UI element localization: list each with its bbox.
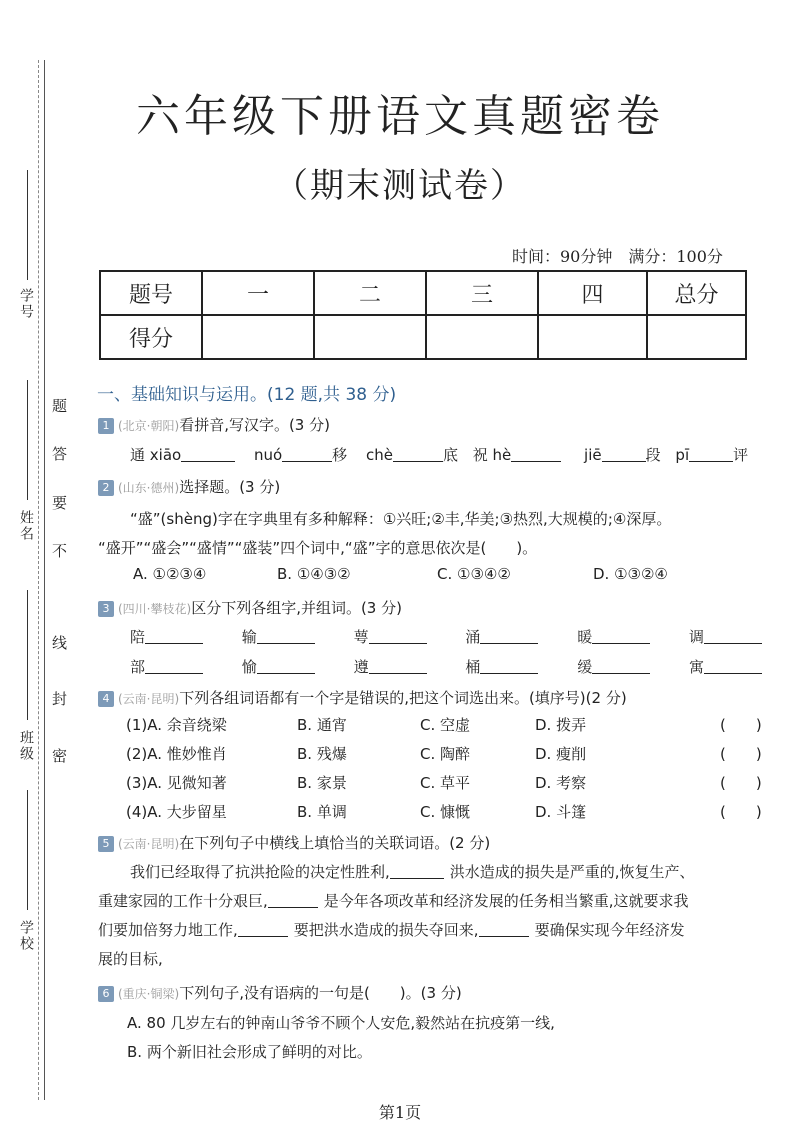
q3-char: 暖 bbox=[577, 628, 593, 646]
q3-blank[interactable] bbox=[369, 628, 427, 644]
exam-meta: 时间：90分钟 满分：100分 bbox=[512, 247, 723, 266]
score-row-label: 得分 bbox=[100, 315, 202, 359]
q4-row-4-d: D. 斗篷 bbox=[535, 803, 587, 821]
q6-option-a[interactable]: A. 80 几岁左右的钟南山爷爷不顾个人安危,毅然站在抗疫第一线, bbox=[127, 1014, 555, 1032]
score-cell-4[interactable] bbox=[538, 315, 647, 359]
q3-blank[interactable] bbox=[257, 628, 315, 644]
field-student-id-label: 学号 bbox=[18, 288, 34, 320]
q4-row-3-c: C. 草平 bbox=[420, 774, 471, 792]
q1-item-3: 移 bbox=[332, 446, 348, 464]
q3-blank[interactable] bbox=[480, 628, 538, 644]
q1-item-4: chè bbox=[365, 446, 393, 464]
q5-blank-2[interactable] bbox=[268, 892, 318, 908]
score-table bbox=[99, 270, 747, 360]
q4-row-3-b: B. 家景 bbox=[297, 774, 347, 792]
seal-char-4: 不 bbox=[52, 542, 68, 560]
q5-para-line-4: 展的目标, bbox=[98, 950, 163, 968]
q3-char: 涌 bbox=[465, 628, 481, 646]
q6-number: 6 bbox=[98, 986, 114, 1002]
score-header-3: 三 bbox=[426, 271, 538, 315]
q2-header bbox=[98, 476, 280, 497]
page-number: 第1页 bbox=[378, 1103, 422, 1122]
q1-blank-6[interactable] bbox=[689, 446, 733, 462]
q4-row-1-d: D. 拨弄 bbox=[535, 716, 587, 734]
q3-row-2 bbox=[130, 656, 770, 677]
seal-char-3: 要 bbox=[52, 494, 68, 512]
q5-text: 重建家园的工作十分艰巨, bbox=[98, 892, 268, 910]
q4-row-1-b: B. 通宵 bbox=[297, 716, 347, 734]
binding-solid-line bbox=[44, 60, 45, 1100]
q2-option-b[interactable]: B. ①④③② bbox=[277, 565, 351, 583]
q3-row-1 bbox=[130, 626, 770, 647]
seal-char-6: 封 bbox=[52, 690, 68, 708]
q6-header bbox=[98, 982, 462, 1003]
q2-option-c[interactable]: C. ①③④② bbox=[437, 565, 511, 583]
q3-instruction: 区分下列各组字,并组词。(3 分) bbox=[191, 599, 402, 617]
q3-char: 遵 bbox=[353, 658, 369, 676]
q2-number: 2 bbox=[98, 480, 114, 496]
q1-items bbox=[130, 444, 770, 465]
q4-number: 4 bbox=[98, 691, 114, 707]
q4-row-4-b: B. 单调 bbox=[297, 803, 347, 821]
section-1-heading: 一、基础知识与运用。(12 题,共 38 分) bbox=[97, 385, 397, 405]
field-school-line bbox=[27, 790, 28, 910]
score-header-2: 二 bbox=[314, 271, 426, 315]
q5-text: 是今年各项改革和经济发展的任务相当繁重,这就要求我 bbox=[323, 892, 689, 910]
q4-instruction: 下列各组词语都有一个字是错误的,把这个词选出来。(填序号)(2 分) bbox=[179, 689, 627, 707]
q5-source: (云南·昆明) bbox=[118, 837, 180, 851]
score-cell-total[interactable] bbox=[647, 315, 746, 359]
q5-text: 要把洪水造成的损失夺回来, bbox=[293, 921, 479, 939]
q3-blank[interactable] bbox=[592, 628, 650, 644]
q5-instruction: 在下列句子中横线上填恰当的关联词语。(2 分) bbox=[179, 834, 491, 852]
q6-source: (重庆·铜梁) bbox=[118, 987, 180, 1001]
q4-answer-1[interactable]: ( ) bbox=[720, 716, 762, 734]
q1-item-10: 评 bbox=[733, 446, 749, 464]
q1-item-1: 通 xiāo bbox=[130, 446, 182, 464]
binding-dashed-line bbox=[38, 60, 39, 1100]
q3-char: 愉 bbox=[241, 658, 257, 676]
q4-row-2-a: (2)A. 惟妙惟肖 bbox=[126, 745, 227, 763]
q3-char: 萼 bbox=[353, 628, 369, 646]
score-cell-2[interactable] bbox=[314, 315, 426, 359]
q1-blank-1[interactable] bbox=[181, 446, 235, 462]
q1-header bbox=[98, 414, 330, 435]
q5-text: 洪水造成的损失是严重的,恢复生产、 bbox=[449, 863, 695, 881]
q4-row-3-a: (3)A. 见微知著 bbox=[126, 774, 227, 792]
q6-option-b[interactable]: B. 两个新旧社会形成了鲜明的对比。 bbox=[127, 1043, 372, 1061]
q2-source: (山东·德州) bbox=[118, 481, 180, 495]
q1-item-8: 段 bbox=[645, 446, 661, 464]
q5-blank-1[interactable] bbox=[390, 863, 444, 879]
q4-row-2-c: C. 陶醉 bbox=[420, 745, 471, 763]
seal-char-5: 线 bbox=[52, 634, 68, 652]
q6-instruction: 下列句子,没有语病的一句是( )。(3 分) bbox=[179, 984, 462, 1002]
q3-number: 3 bbox=[98, 601, 114, 617]
q1-item-7: jiē bbox=[584, 446, 602, 464]
q1-item-6: 祝 hè bbox=[472, 446, 512, 464]
field-school-label: 学校 bbox=[18, 920, 34, 952]
q3-char: 部 bbox=[130, 658, 146, 676]
q2-line-1: “盛”(shèng)字在字典里有多种解释：①兴旺;②丰,华美;③热烈,大规模的;④深厚。 bbox=[130, 510, 672, 528]
q1-blank-3[interactable] bbox=[393, 446, 443, 462]
q3-source: (四川·攀枝花) bbox=[118, 602, 192, 616]
q4-header bbox=[98, 687, 627, 708]
page-title: 六年级下册语文真题密卷 bbox=[136, 91, 664, 142]
q4-row-4-c: C. 慷慨 bbox=[420, 803, 471, 821]
field-class-line bbox=[27, 590, 28, 720]
q3-char: 寓 bbox=[688, 658, 704, 676]
q1-item-9: pī bbox=[675, 446, 690, 464]
q4-source: (云南·昆明) bbox=[118, 692, 180, 706]
q5-para-line-2 bbox=[98, 890, 778, 911]
q3-blank[interactable] bbox=[592, 658, 650, 674]
score-cell-3[interactable] bbox=[426, 315, 538, 359]
q4-row-2-d: D. 瘦削 bbox=[535, 745, 587, 763]
seal-char-7: 密 bbox=[52, 747, 68, 765]
field-name-line bbox=[27, 380, 28, 500]
q4-row-1-a: (1)A. 余音绕梁 bbox=[126, 716, 227, 734]
page-subtitle: （期末测试卷） bbox=[274, 166, 526, 206]
q4-row-4-a: (4)A. 大步留星 bbox=[126, 803, 227, 821]
q4-row-3-d: D. 考察 bbox=[535, 774, 587, 792]
q1-blank-5[interactable] bbox=[602, 446, 646, 462]
q1-blank-4[interactable] bbox=[511, 446, 561, 462]
q2-line-2: “盛开”“盛会”“盛情”“盛装”四个词中,“盛”字的意思依次是( )。 bbox=[98, 539, 538, 557]
q3-blank[interactable] bbox=[257, 658, 315, 674]
q5-para-line-1 bbox=[130, 861, 770, 882]
q4-row-2-b: B. 残爆 bbox=[297, 745, 347, 763]
score-header-qnum: 题号 bbox=[100, 271, 202, 315]
q3-char: 输 bbox=[241, 628, 257, 646]
q1-item-2: nuó bbox=[253, 446, 283, 464]
q1-source: (北京·朝阳) bbox=[118, 419, 180, 433]
q3-char: 缓 bbox=[577, 658, 593, 676]
q4-row-1-c: C. 空虚 bbox=[420, 716, 471, 734]
score-cell-1[interactable] bbox=[202, 315, 314, 359]
q3-blank[interactable] bbox=[145, 628, 203, 644]
q5-blank-4[interactable] bbox=[479, 921, 529, 937]
q2-instruction: 选择题。(3 分) bbox=[179, 478, 281, 496]
q5-text: 们要加倍努力地工作, bbox=[98, 921, 238, 939]
q4-answer-2[interactable]: ( ) bbox=[720, 745, 762, 763]
q1-blank-2[interactable] bbox=[282, 446, 332, 462]
q3-char: 调 bbox=[688, 628, 704, 646]
q5-text: 要确保实现今年经济发 bbox=[534, 921, 685, 939]
q2-option-a[interactable]: A. ①②③④ bbox=[133, 565, 207, 583]
q5-number: 5 bbox=[98, 836, 114, 852]
q1-item-5: 底 bbox=[442, 446, 458, 464]
q2-option-d[interactable]: D. ①③②④ bbox=[593, 565, 668, 583]
q3-blank[interactable] bbox=[704, 628, 762, 644]
q5-text: 我们已经取得了抗洪抢险的决定性胜利, bbox=[130, 863, 390, 881]
q3-char: 桶 bbox=[465, 658, 481, 676]
q4-answer-3[interactable]: ( ) bbox=[720, 774, 762, 792]
q1-number: 1 bbox=[98, 418, 114, 434]
q3-header bbox=[98, 597, 402, 618]
q3-char: 陪 bbox=[130, 628, 146, 646]
q3-blank[interactable] bbox=[704, 658, 762, 674]
seal-char-1: 题 bbox=[52, 397, 68, 415]
q5-header bbox=[98, 832, 490, 853]
q1-instruction: 看拼音,写汉字。(3 分) bbox=[179, 416, 330, 434]
q5-para-line-3 bbox=[98, 919, 778, 940]
q4-answer-4[interactable]: ( ) bbox=[720, 803, 762, 821]
q3-blank[interactable] bbox=[480, 658, 538, 674]
seal-char-2: 答 bbox=[52, 445, 68, 463]
q5-blank-3[interactable] bbox=[238, 921, 288, 937]
score-header-4: 四 bbox=[538, 271, 647, 315]
score-header-total: 总分 bbox=[647, 271, 746, 315]
score-header-1: 一 bbox=[202, 271, 314, 315]
q3-blank[interactable] bbox=[145, 658, 203, 674]
q3-blank[interactable] bbox=[369, 658, 427, 674]
field-class-label: 班级 bbox=[18, 730, 34, 762]
field-name-label: 姓名 bbox=[18, 510, 34, 542]
